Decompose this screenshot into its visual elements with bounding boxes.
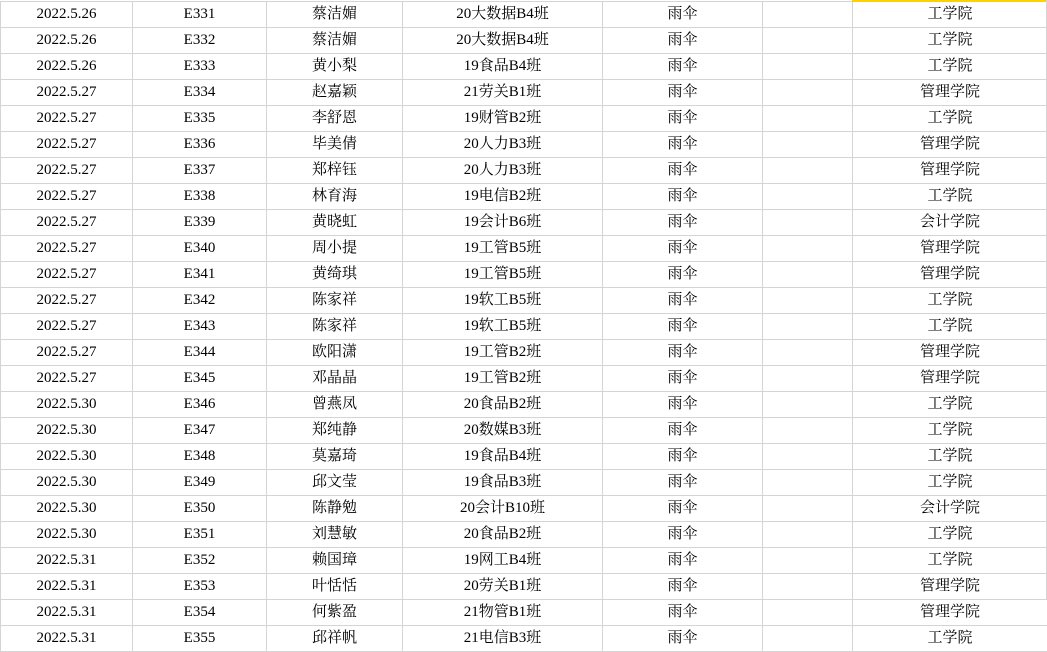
cell-class[interactable]: 20食品B2班: [403, 522, 603, 548]
cell-item[interactable]: 雨伞: [603, 574, 763, 600]
table-row[interactable]: [1, 54, 1047, 80]
cell-class[interactable]: 20人力B3班: [403, 132, 603, 158]
cell-item[interactable]: 雨伞: [603, 392, 763, 418]
cell-blank[interactable]: [763, 366, 853, 392]
cell-name[interactable]: 毕美倩: [267, 132, 403, 158]
cell-name[interactable]: 邱文莹: [267, 470, 403, 496]
table-row[interactable]: [1, 158, 1047, 184]
cell-college[interactable]: 管理学院: [853, 574, 1047, 600]
cell-item[interactable]: 雨伞: [603, 600, 763, 626]
cell-name[interactable]: 周小提: [267, 236, 403, 262]
cell-id[interactable]: E334: [133, 80, 267, 106]
cell-date[interactable]: 2022.5.27: [1, 366, 133, 392]
cell-class[interactable]: 20食品B2班: [403, 392, 603, 418]
cell-class[interactable]: 19网工B4班: [403, 548, 603, 574]
cell-date[interactable]: 2022.5.30: [1, 522, 133, 548]
cell-class[interactable]: 21劳关B1班: [403, 80, 603, 106]
cell-class[interactable]: 19工管B2班: [403, 366, 603, 392]
cell-id[interactable]: E348: [133, 444, 267, 470]
table-row[interactable]: [1, 470, 1047, 496]
cell-item[interactable]: 雨伞: [603, 522, 763, 548]
cell-id[interactable]: E343: [133, 314, 267, 340]
cell-id[interactable]: E351: [133, 522, 267, 548]
cell-college[interactable]: 工学院: [853, 470, 1047, 496]
cell-class[interactable]: 19软工B5班: [403, 314, 603, 340]
cell-blank[interactable]: [763, 418, 853, 444]
table-row[interactable]: [1, 288, 1047, 314]
cell-college[interactable]: 管理学院: [853, 236, 1047, 262]
cell-date[interactable]: 2022.5.27: [1, 106, 133, 132]
cell-class[interactable]: 20会计B10班: [403, 496, 603, 522]
cell-class[interactable]: 21物管B1班: [403, 600, 603, 626]
cell-college[interactable]: 工学院: [853, 392, 1047, 418]
cell-id[interactable]: E337: [133, 158, 267, 184]
cell-college[interactable]: 工学院: [853, 184, 1047, 210]
cell-blank[interactable]: [763, 626, 853, 652]
cell-class[interactable]: 20劳关B1班: [403, 574, 603, 600]
table-row[interactable]: [1, 548, 1047, 574]
cell-name[interactable]: 李舒恩: [267, 106, 403, 132]
table-row[interactable]: [1, 574, 1047, 600]
cell-id[interactable]: E336: [133, 132, 267, 158]
cell-date[interactable]: 2022.5.27: [1, 80, 133, 106]
cell-date[interactable]: 2022.5.27: [1, 132, 133, 158]
cell-id[interactable]: E342: [133, 288, 267, 314]
cell-id[interactable]: E353: [133, 574, 267, 600]
cell-blank[interactable]: [763, 158, 853, 184]
cell-id[interactable]: E354: [133, 600, 267, 626]
cell-college[interactable]: 工学院: [853, 314, 1047, 340]
cell-id[interactable]: E349: [133, 470, 267, 496]
cell-name[interactable]: 欧阳潇: [267, 340, 403, 366]
cell-item[interactable]: 雨伞: [603, 184, 763, 210]
cell-item[interactable]: 雨伞: [603, 444, 763, 470]
table-row[interactable]: [1, 444, 1047, 470]
table-row[interactable]: [1, 496, 1047, 522]
cell-college[interactable]: 管理学院: [853, 158, 1047, 184]
cell-item[interactable]: 雨伞: [603, 340, 763, 366]
cell-item[interactable]: 雨伞: [603, 210, 763, 236]
cell-blank[interactable]: [763, 288, 853, 314]
cell-id[interactable]: E331: [133, 1, 267, 28]
cell-item[interactable]: 雨伞: [603, 54, 763, 80]
cell-class[interactable]: 19食品B4班: [403, 444, 603, 470]
table-row[interactable]: [1, 236, 1047, 262]
cell-blank[interactable]: [763, 1, 853, 28]
cell-college[interactable]: 工学院: [853, 288, 1047, 314]
cell-college[interactable]: 工学院: [853, 418, 1047, 444]
cell-date[interactable]: 2022.5.27: [1, 210, 133, 236]
cell-date[interactable]: 2022.5.27: [1, 288, 133, 314]
cell-class[interactable]: 20大数据B4班: [403, 28, 603, 54]
cell-id[interactable]: E344: [133, 340, 267, 366]
cell-blank[interactable]: [763, 184, 853, 210]
cell-name[interactable]: 邱祥帆: [267, 626, 403, 652]
cell-blank[interactable]: [763, 522, 853, 548]
cell-college[interactable]: 工学院: [853, 444, 1047, 470]
cell-blank[interactable]: [763, 210, 853, 236]
cell-item[interactable]: 雨伞: [603, 236, 763, 262]
cell-blank[interactable]: [763, 340, 853, 366]
cell-item[interactable]: 雨伞: [603, 366, 763, 392]
cell-college[interactable]: 工学院: [853, 106, 1047, 132]
cell-date[interactable]: 2022.5.26: [1, 28, 133, 54]
cell-item[interactable]: 雨伞: [603, 106, 763, 132]
cell-date[interactable]: 2022.5.27: [1, 262, 133, 288]
table-row[interactable]: [1, 210, 1047, 236]
cell-id[interactable]: E345: [133, 366, 267, 392]
cell-blank[interactable]: [763, 132, 853, 158]
cell-class[interactable]: 20数媒B3班: [403, 418, 603, 444]
cell-blank[interactable]: [763, 470, 853, 496]
cell-date[interactable]: 2022.5.31: [1, 548, 133, 574]
cell-item[interactable]: 雨伞: [603, 158, 763, 184]
cell-class[interactable]: 19财管B2班: [403, 106, 603, 132]
cell-name[interactable]: 陈家祥: [267, 288, 403, 314]
cell-class[interactable]: 20人力B3班: [403, 158, 603, 184]
cell-name[interactable]: 郑纯静: [267, 418, 403, 444]
cell-blank[interactable]: [763, 392, 853, 418]
cell-college[interactable]: 管理学院: [853, 340, 1047, 366]
table-row[interactable]: [1, 132, 1047, 158]
table-row[interactable]: [1, 418, 1047, 444]
cell-id[interactable]: E346: [133, 392, 267, 418]
table-row[interactable]: [1, 366, 1047, 392]
cell-date[interactable]: 2022.5.30: [1, 470, 133, 496]
cell-id[interactable]: E347: [133, 418, 267, 444]
cell-name[interactable]: 蔡洁媚: [267, 1, 403, 28]
cell-id[interactable]: E341: [133, 262, 267, 288]
cell-item[interactable]: 雨伞: [603, 496, 763, 522]
cell-college[interactable]: 管理学院: [853, 262, 1047, 288]
cell-date[interactable]: 2022.5.31: [1, 600, 133, 626]
cell-class[interactable]: 20大数据B4班: [403, 1, 603, 28]
cell-date[interactable]: 2022.5.27: [1, 314, 133, 340]
cell-item[interactable]: 雨伞: [603, 314, 763, 340]
cell-date[interactable]: 2022.5.30: [1, 444, 133, 470]
cell-id[interactable]: E355: [133, 626, 267, 652]
cell-blank[interactable]: [763, 106, 853, 132]
cell-blank[interactable]: [763, 80, 853, 106]
cell-item[interactable]: 雨伞: [603, 418, 763, 444]
cell-date[interactable]: 2022.5.27: [1, 340, 133, 366]
cell-name[interactable]: 陈家祥: [267, 314, 403, 340]
cell-blank[interactable]: [763, 444, 853, 470]
cell-college[interactable]: 工学院: [853, 28, 1047, 54]
cell-blank[interactable]: [763, 236, 853, 262]
cell-college[interactable]: 管理学院: [853, 132, 1047, 158]
cell-id[interactable]: E333: [133, 54, 267, 80]
cell-item[interactable]: 雨伞: [603, 132, 763, 158]
cell-item[interactable]: 雨伞: [603, 548, 763, 574]
cell-id[interactable]: E332: [133, 28, 267, 54]
cell-item[interactable]: 雨伞: [603, 28, 763, 54]
cell-id[interactable]: E335: [133, 106, 267, 132]
cell-name[interactable]: 何紫盈: [267, 600, 403, 626]
cell-blank[interactable]: [763, 28, 853, 54]
cell-id[interactable]: E339: [133, 210, 267, 236]
cell-name[interactable]: 蔡洁媚: [267, 28, 403, 54]
cell-name[interactable]: 邓晶晶: [267, 366, 403, 392]
cell-class[interactable]: 19食品B4班: [403, 54, 603, 80]
cell-item[interactable]: 雨伞: [603, 626, 763, 652]
cell-name[interactable]: 曾燕凤: [267, 392, 403, 418]
cell-name[interactable]: 叶恬恬: [267, 574, 403, 600]
cell-date[interactable]: 2022.5.30: [1, 418, 133, 444]
cell-blank[interactable]: [763, 262, 853, 288]
cell-blank[interactable]: [763, 314, 853, 340]
cell-name[interactable]: 刘慧敏: [267, 522, 403, 548]
cell-blank[interactable]: [763, 600, 853, 626]
cell-item[interactable]: 雨伞: [603, 80, 763, 106]
cell-id[interactable]: E338: [133, 184, 267, 210]
table-row[interactable]: [1, 262, 1047, 288]
cell-date[interactable]: 2022.5.31: [1, 626, 133, 652]
table-row[interactable]: [1, 522, 1047, 548]
cell-date[interactable]: 2022.5.27: [1, 158, 133, 184]
cell-id[interactable]: E340: [133, 236, 267, 262]
cell-date[interactable]: 2022.5.26: [1, 54, 133, 80]
cell-blank[interactable]: [763, 548, 853, 574]
cell-college[interactable]: 会计学院: [853, 210, 1047, 236]
cell-name[interactable]: 郑梓钰: [267, 158, 403, 184]
cell-date[interactable]: 2022.5.30: [1, 496, 133, 522]
table-row[interactable]: [1, 28, 1047, 54]
cell-date[interactable]: 2022.5.26: [1, 1, 133, 28]
cell-class[interactable]: 21电信B3班: [403, 626, 603, 652]
table-row[interactable]: [1, 106, 1047, 132]
cell-id[interactable]: E350: [133, 496, 267, 522]
cell-id[interactable]: E352: [133, 548, 267, 574]
cell-class[interactable]: 19工管B5班: [403, 262, 603, 288]
cell-college[interactable]: 工学院: [853, 1, 1047, 28]
cell-blank[interactable]: [763, 496, 853, 522]
cell-class[interactable]: 19电信B2班: [403, 184, 603, 210]
cell-date[interactable]: 2022.5.27: [1, 236, 133, 262]
cell-blank[interactable]: [763, 54, 853, 80]
cell-class[interactable]: 19会计B6班: [403, 210, 603, 236]
cell-class[interactable]: 19工管B2班: [403, 340, 603, 366]
table-row[interactable]: [1, 184, 1047, 210]
table-row[interactable]: [1, 626, 1047, 652]
cell-name[interactable]: 陈静勉: [267, 496, 403, 522]
cell-college[interactable]: 会计学院: [853, 496, 1047, 522]
table-row[interactable]: [1, 600, 1047, 626]
cell-blank[interactable]: [763, 574, 853, 600]
table-row[interactable]: [1, 314, 1047, 340]
cell-name[interactable]: 黄小梨: [267, 54, 403, 80]
cell-college[interactable]: 工学院: [853, 548, 1047, 574]
table-row[interactable]: [1, 392, 1047, 418]
cell-date[interactable]: 2022.5.31: [1, 574, 133, 600]
table-body: [1, 1, 1047, 652]
cell-item[interactable]: 雨伞: [603, 262, 763, 288]
cell-item[interactable]: 雨伞: [603, 288, 763, 314]
cell-college[interactable]: 管理学院: [853, 600, 1047, 626]
cell-name[interactable]: 林育海: [267, 184, 403, 210]
cell-item[interactable]: 雨伞: [603, 1, 763, 28]
cell-name[interactable]: 黄绮琪: [267, 262, 403, 288]
cell-date[interactable]: 2022.5.30: [1, 392, 133, 418]
cell-class[interactable]: 19软工B5班: [403, 288, 603, 314]
cell-college[interactable]: 工学院: [853, 54, 1047, 80]
cell-name[interactable]: 赖国璋: [267, 548, 403, 574]
table-row[interactable]: [1, 80, 1047, 106]
cell-name[interactable]: 赵嘉颖: [267, 80, 403, 106]
cell-class[interactable]: 19工管B5班: [403, 236, 603, 262]
cell-class[interactable]: 19食品B3班: [403, 470, 603, 496]
cell-item[interactable]: 雨伞: [603, 470, 763, 496]
cell-college[interactable]: 工学院: [853, 626, 1047, 652]
cell-name[interactable]: 莫嘉琦: [267, 444, 403, 470]
cell-college[interactable]: 管理学院: [853, 366, 1047, 392]
cell-date[interactable]: 2022.5.27: [1, 184, 133, 210]
cell-name[interactable]: 黄晓虹: [267, 210, 403, 236]
table-row[interactable]: [1, 340, 1047, 366]
table-row[interactable]: [1, 1, 1047, 28]
cell-college[interactable]: 管理学院: [853, 80, 1047, 106]
cell-college[interactable]: 工学院: [853, 522, 1047, 548]
